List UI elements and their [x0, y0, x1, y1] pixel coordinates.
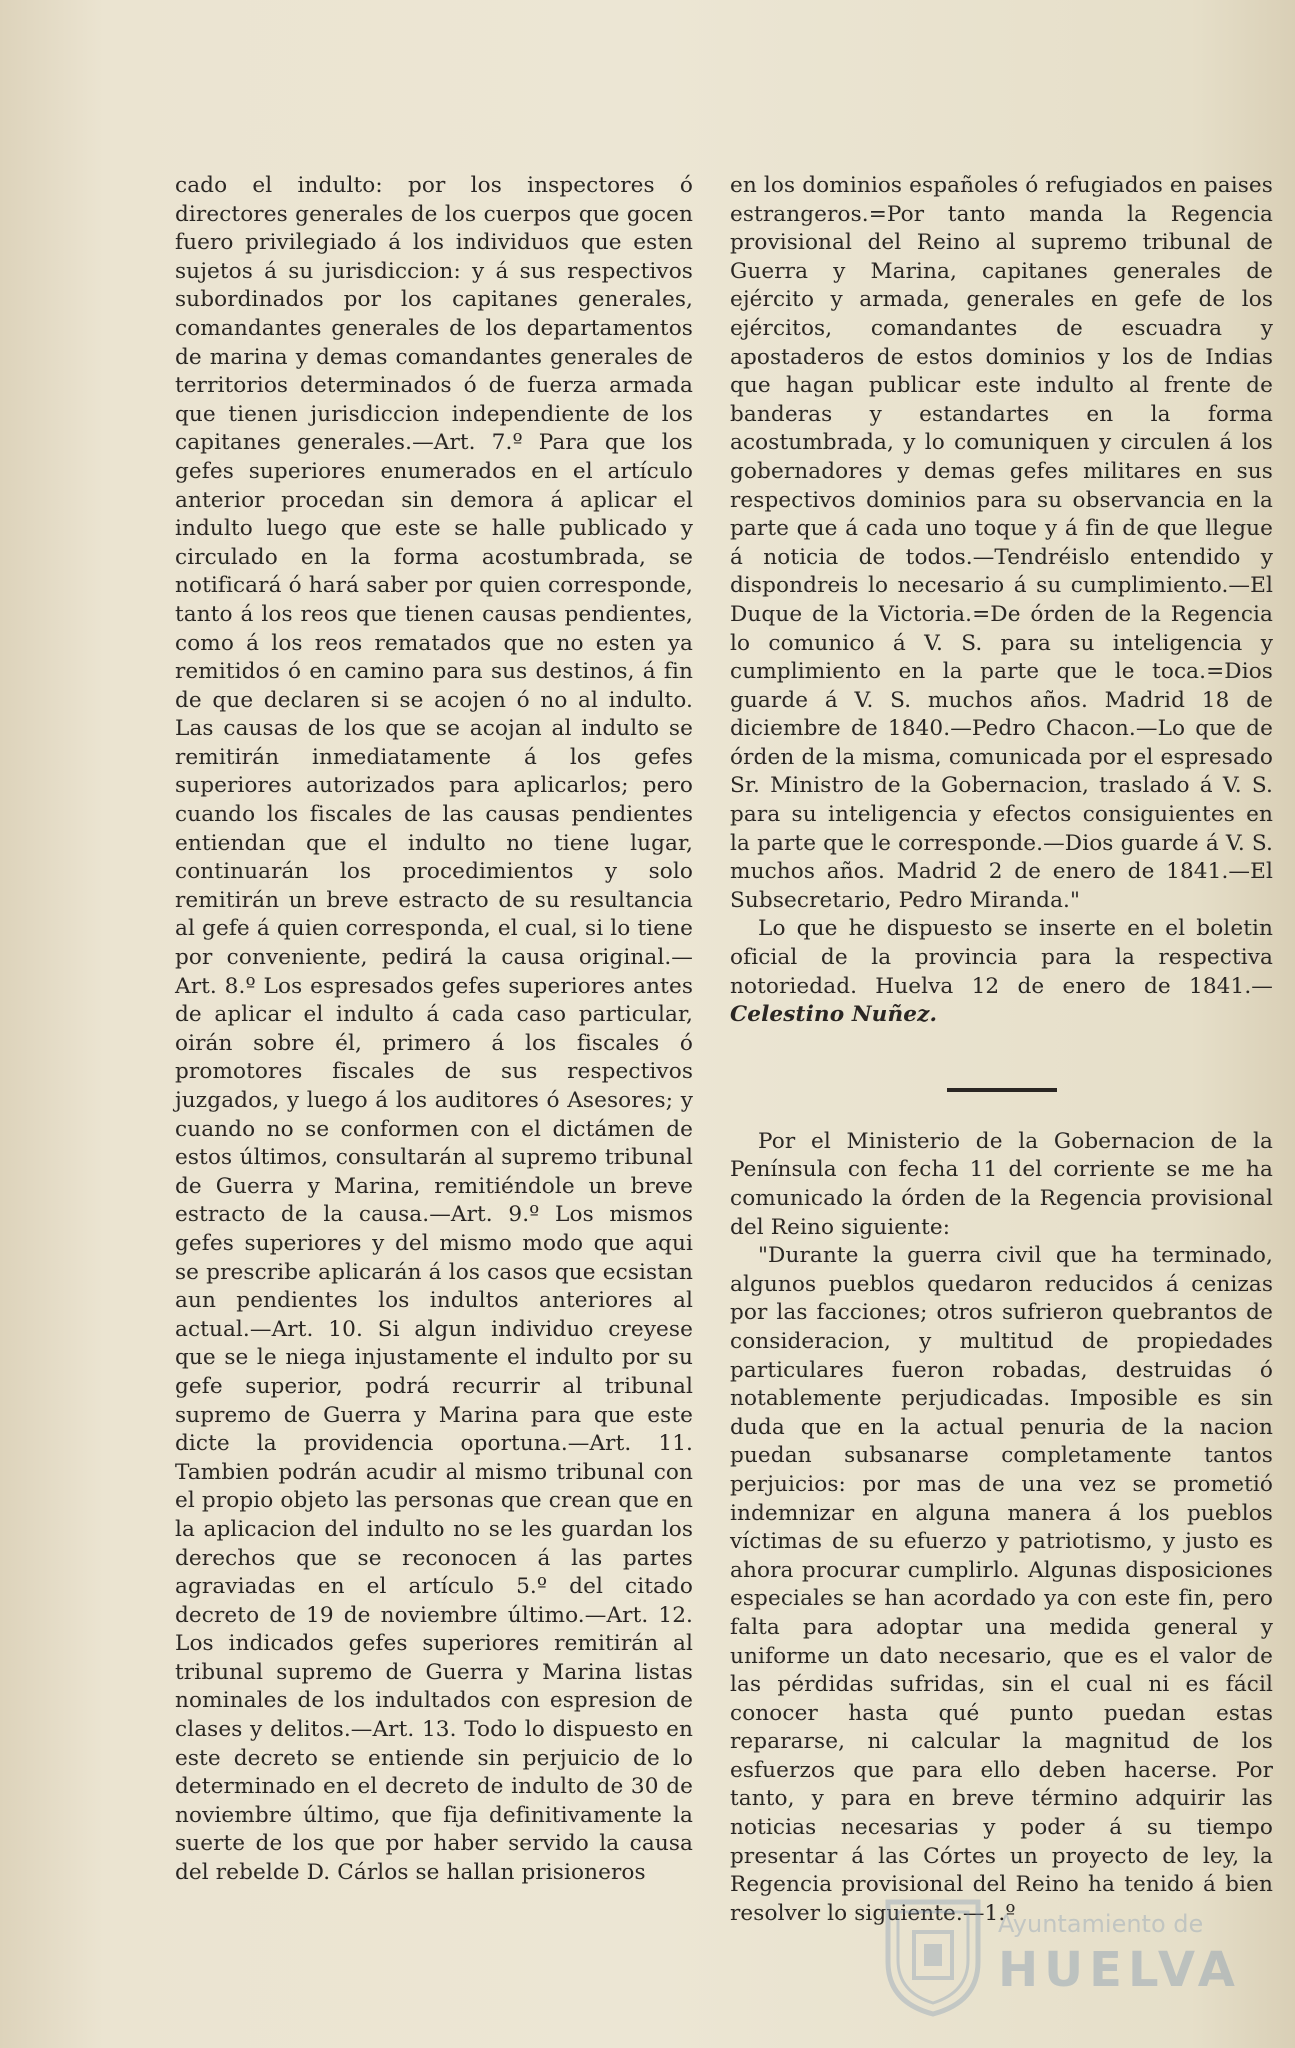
insertion-order-text: Lo que he dispuesto se inserte en el boletin oficial de la provincia para la respectiva notoriedad. Huelva 12 de enero de 1841.—: [730, 916, 1273, 999]
left-column-text: cado el indulto: por los inspectores ó directores generales de los cuerpos que gocen fuero privilegiado á los individuos que esten sujetos á su jurisdiccion: y á sus respectivos subordinados por los capitanes generales, comandantes generales de los departamentos de marina y demas comandantes generales de territorios determinados ó de fuerza armada que tienen jurisdiccion independiente de los capitanes generales.—Art. 7.º Para que los gefes superiores enumerados en el artículo anterior procedan sin demora á aplicar el indulto luego que este se halle publicado y circulado en la forma acostumbrada, se notificará ó hará saber por quien corresponde, tanto á los reos que tienen causas pendientes, como á los reos rematados que no esten ya remitidos ó en camino para sus destinos, á fin de que declaren si se acojen ó no al indulto. Las causas de los que se acojan al indulto se remitirán inmediatamente á los gefes superiores autorizados para aplicarlos; pero cuando los fiscales de las causas pendientes entiendan que el indulto no tiene lugar, continuarán los procedimientos y solo remitirán un breve estracto de su resultancia al gefe á quien corresponda, el cual, si lo tiene por conveniente, pedirá la causa original.—Art. 8.º Los espresados gefes superiores antes de aplicar el indulto á cada caso particular, oirán sobre él, primero á los fiscales ó promotores fiscales de sus respectivos juzgados, y luego á los auditores ó Asesores; y cuando no se conformen con el dictámen de estos últimos, consultarán al supremo tribunal de Guerra y Marina, remitiéndole un breve estracto de la causa.—Art. 9.º Los mismos gefes superiores y del mismo modo que aqui se prescribe aplicarán á los casos que ecsistan aun pendientes los indultos anteriores al actual.—Art. 10. Si algun individuo creyese que se le niega injustamente el indulto por su gefe superior, podrá recurrir al tribunal supremo de Guerra y Marina para que este dicte la providencia oportuna.—Art. 11. Tambien podrán acudir al mismo tribunal con el propio objeto las personas que crean que en la aplicacion del indulto no se les guardan los derechos que se reconocen á las partes agraviadas en el artículo 5.º del citado decreto de 19 de noviembre último.—Art. 12. Los indicados gefes superiores remitirán al tribunal supremo de Guerra y Marina listas nominales de los indultados con espresion de clases y delitos.—Art. 13. Todo lo dispuesto en este decreto se entiende sin perjuicio de lo determinado en el decreto de indulto de 30 de noviembre último, que fija definitivamente la suerte de los que por haber servido la causa del rebelde D. Cárlos se hallan prisioneros: [175, 173, 693, 1886]
section-divider: [947, 1088, 1057, 1092]
shield-icon: [880, 1892, 986, 2018]
signature: Celestino Nuñez.: [730, 1002, 938, 1028]
watermark-line1: Ayuntamiento de: [998, 1910, 1204, 1938]
right-column: [730, 172, 1273, 1928]
left-column: [175, 172, 693, 1888]
watermark-line2: HUELVA: [998, 1942, 1241, 1998]
paragraph-regency-order: "Durante la guerra civil que ha terminado, algunos pueblos quedaron reducidos á cenizas por las facciones; otros sufrieron quebrantos de consideracion, y multitud de propiedades particulares fueron robadas, destruidas ó notablemente perjudicadas. Imposible es sin duda que en la actual penuria de la nacion puedan subsanarse completamente tantos perjuicios: por mas de una vez se prometió indemnizar en alguna manera á los pueblos víctimas de su efuerzo y patriotismo, y justo es ahora procurar cumplirlo. Algunas disposiciones especiales se han acordado ya con este fin, pero falta para adoptar una medida general y uniforme un dato necesario, que es el valor de las pérdidas sufridas, sin el cual ni es fácil conocer hasta qué punto puedan estas repararse, ni calcular la magnitud de los esfuerzos que para ello deben hacerse. Por tanto, y para en breve término adquirir las noticias necesarias y poder á su tiempo presentar á las Córtes un proyecto de ley, la Regencia provisional del Reino ha tenido á bien resolver lo siguiente.—1.º: [730, 1243, 1273, 1926]
paragraph-ministry-intro: Por el Ministerio de la Gobernacion de la Península con fecha 11 del corriente se me ha comunicado la órden de la Regencia provisional del Reino siguiente:: [730, 1128, 1273, 1240]
paragraph-decree-end: en los dominios españoles ó refugiados en paises estrangeros.=Por tanto manda la Regencia provisional del Reino al supremo tribunal de Guerra y Marina, capitanes generales de ejército y armada, generales en gefe de los ejércitos, comandantes de escuadra y apostaderos de estos dominios y los de Indias que hagan publicar este indulto al frente de banderas y estandartes en la forma acostumbrada, y lo comuniquen y circulen á los gobernadores y demas gefes militares en sus respectivos dominios para su observancia en la parte que á cada uno toque y á fin de que llegue á noticia de todos.—Tendréislo entendido y dispondreis lo necesario á su cumplimiento.—El Duque de la Victoria.=De órden de la Regencia lo comunico á V. S. para su inteligencia y cumplimiento en la parte que le toca.=Dios guarde á V. S. muchos años. Madrid 18 de diciembre de 1840.—Pedro Chacon.—Lo que de órden de la misma, comunicada por el espresado Sr. Ministro de la Gobernacion, traslado á V. S. para su inteligencia y efectos consiguientes en la parte que le corresponde.—Dios guarde á V. S. muchos años. Madrid 2 de enero de 1841.—El Subsecretario, Pedro Miranda.": [730, 173, 1273, 913]
paragraph-insertion-order: [730, 915, 1273, 1029]
ayuntamiento-watermark: [880, 1892, 1241, 2022]
